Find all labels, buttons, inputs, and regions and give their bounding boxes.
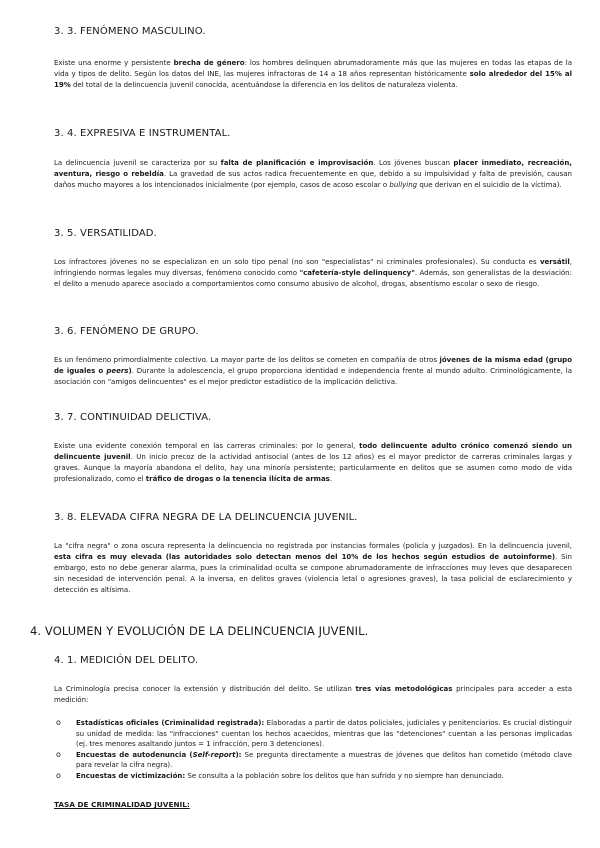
paragraph-cifra-negra: La "cifra negra" o zona oscura representa la delincuencia no registrada por instancias formales (policía y juzgados). En la delincuencia juvenil, esta cifra es muy elevada (las autoridades solo detectan menos del 10% de los hechos según estudios de autoinforme). Sin embargo, esto no debe generar alarma, pues la criminalidad oculta se compone abrumadoramente de infracciones muy leves que desaparecen sin necesidad de intervención penal. A la inversa, en delitos graves (violencia letal o agresiones graves), la tasa policial de esclarecimiento y detección es altísima. bbox=[54, 542, 572, 594]
heading-medicion-delito: 4. 1. MEDICIÓN DEL DELITO. bbox=[54, 655, 199, 666]
paragraph-fenomeno-grupo: Es un fenómeno primordialmente colectivo. La mayor parte de los delitos se cometen en compañía de otros jóvenes de la misma edad (grupo de iguales o peers). Durante la adolescencia, el grupo proporciona identidad e independencia frente al mundo adulto. Criminológicamente, la asociación con "amigos delincuentes" es el mejor predictor estadístico de la implicación delictiva. bbox=[54, 356, 572, 386]
list-item-victimizacion: o Encuestas de victimización: Se consulta a la población sobre los delitos que han sufrido y no siempre han denunciado. bbox=[56, 770, 504, 780]
paragraph-continuidad-delictiva: Existe una evidente conexión temporal en las carreras criminales: por lo general, todo delincuente adulto crónico comenzó siendo un delincuente juvenil. Un inicio precoz de la actividad antisocial (antes de los 12 años) es el mayor predictor de carreras criminales largas y graves. Aunque la mayoría abandona el delito, hay una minoría persistente; particularmente en delitos que se asumen como modo de vida profesionalizado, como el tráfico de drogas o la tenencia ilícita de armas. bbox=[54, 442, 572, 483]
heading-volumen-evolucion: 4. VOLUMEN Y EVOLUCIÓN DE LA DELINCUENCIA JUVENIL. bbox=[30, 624, 369, 638]
bullet-marker: o bbox=[56, 749, 61, 759]
heading-fenomeno-grupo: 3. 6. FENÓMENO DE GRUPO. bbox=[54, 326, 199, 337]
bullet-marker: o bbox=[56, 770, 61, 780]
heading-fenomeno-masculino: 3. 3. FENÓMENO MASCULINO. bbox=[54, 26, 206, 37]
bullet-marker: o bbox=[56, 718, 61, 727]
heading-cifra-negra: 3. 8. ELEVADA CIFRA NEGRA DE LA DELINCUENCIA JUVENIL. bbox=[54, 512, 358, 523]
heading-continuidad-delictiva: 3. 7. CONTINUIDAD DELICTIVA. bbox=[54, 412, 212, 423]
heading-versatilidad: 3. 5. VERSATILIDAD. bbox=[54, 228, 157, 239]
heading-tasa-criminalidad: TASA DE CRIMINALIDAD JUVENIL: bbox=[54, 800, 190, 809]
heading-expresiva-instrumental: 3. 4. EXPRESIVA E INSTRUMENTAL. bbox=[54, 128, 231, 139]
list-item-estadisticas-oficiales: o Estadísticas oficiales (Criminalidad registrada): Elaboradas a partir de datos policiales, judiciales y penitenciarios. Es crucial distinguir su unidad de medida: las "infracciones" cuentan los hechos acaecidos, mientras que las "detenciones" cuentan a las personas implicadas (ej. tres menores asaltando juntos = 1 infracción, pero 3 detenciones). bbox=[56, 718, 572, 749]
list-item-autodenuncia: o Encuestas de autodenuncia (Self-report): Se pregunta directamente a muestras de jóvenes que delitos han cometido (método clave para revelar la cifra negra). bbox=[56, 749, 572, 770]
method-list bbox=[54, 718, 572, 782]
paragraph-expresiva-instrumental: La delincuencia juvenil se caracteriza por su falta de planificación e improvisación. Los jóvenes buscan placer inmediato, recreación, aventura, riesgo o rebeldía. La gravedad de sus actos radica frecuentemente en que, debido a su impulsividad y falta de previsión, causan daños mucho mayores a los intencionados inicialmente (por ejemplo, casos de acoso escolar o bullying que derivan en el suicidio de la víctima). bbox=[54, 159, 572, 189]
paragraph-medicion-delito: La Criminología precisa conocer la extensión y distribución del delito. Se utilizan tres vías metodológicas principales para acceder a esta medición: bbox=[54, 685, 572, 704]
paragraph-fenomeno-masculino: Existe una enorme y persistente brecha de género: los hombres delinquen abrumadoramente más que las mujeres en todas las etapas de la vida y tipos de delito. Según los datos del INE, las mujeres infractoras de 14 a 18 años representan históricamente solo alrededor del 15% al 19% del total de la delincuencia juvenil conocida, acentuándose la diferencia en los delitos de naturaleza violenta. bbox=[54, 59, 573, 89]
paragraph-versatilidad: Los infractores jóvenes no se especializan en un solo tipo penal (no son "especialistas" ni criminales profesionales). Su conducta es versátil, infringiendo normas legales muy diversas, fenómeno conocido como "cafetería-style delinquency". Además, son generalistas de la desviación: el delito a menudo aparece asociado a comportamientos como consumo abusivo de alcohol, drogas, absentismo escolar o sexo de riesgo. bbox=[54, 258, 572, 288]
